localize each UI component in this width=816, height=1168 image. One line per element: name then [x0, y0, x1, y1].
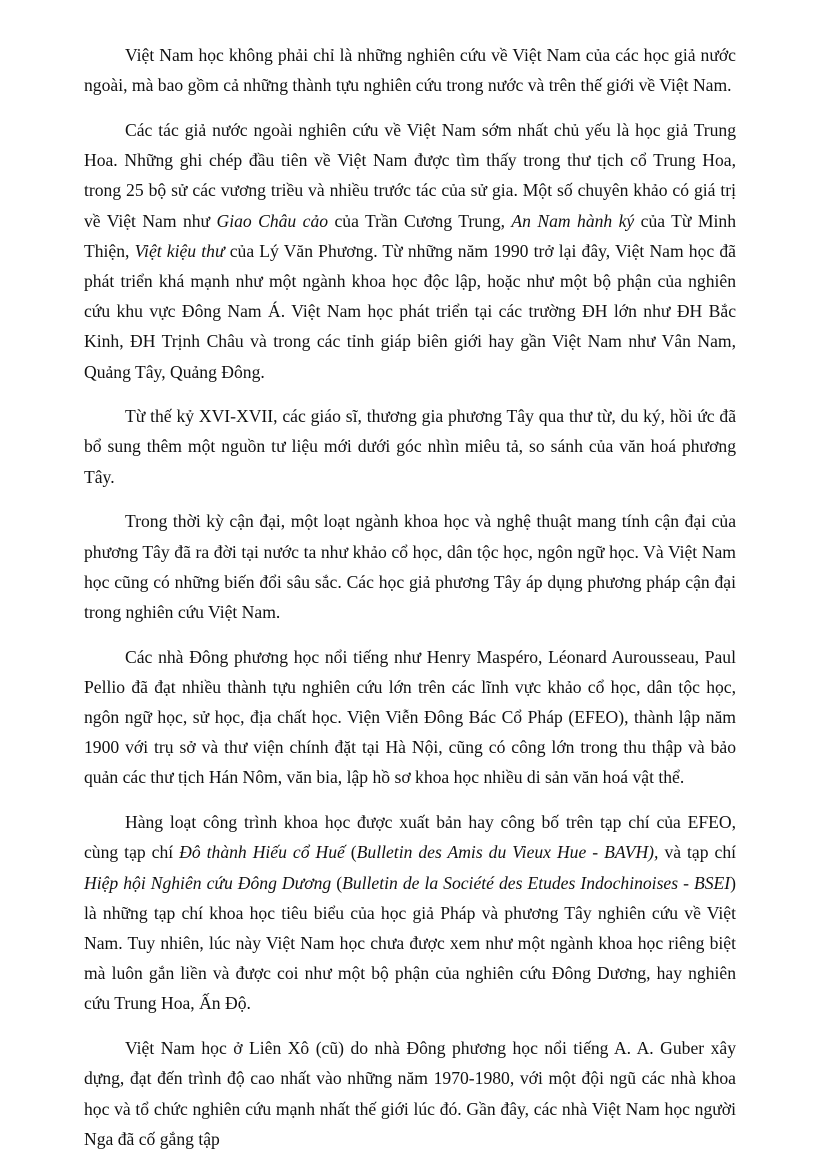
paragraph: [84, 1033, 736, 1154]
text-run: (: [344, 842, 357, 863]
text-run: của Lý Văn Phương. Từ những năm 1990 trở lại đây, Việt Nam học đã phát triển khá mạnh như một ngành khoa học độc lập, hoặc như một bộ phận của nghiên cứu khu vực Đông Nam Á. Việt Nam học phát triển tại các trường ĐH lớn như ĐH Bắc Kinh, ĐH Trịnh Châu và trong các tỉnh giáp biên giới hay gần Việt Nam như Vân Nam, Quảng Tây, Quảng Đông.: [84, 240, 736, 382]
text-run: Việt Nam học ở Liên Xô (cũ) do nhà Đông phương học nổi tiếng A. A. Guber xây dựng, đạt đến trình độ cao nhất vào những năm 1970-1980, với một đội ngũ các nhà khoa học và tổ chức nghiên cứu mạnh nhất thế giới lúc đó. Gần đây, các nhà Việt Nam học người Nga đã cố gắng tập: [84, 1038, 736, 1149]
text-run: Việt Nam học không phải chỉ là những nghiên cứu về Việt Nam của các học giả nước ngoài, mà bao gồm cả những thành tựu nghiên cứu trong nước và trên thế giới về Việt Nam.: [84, 45, 736, 96]
book-title-italic: Việt kiệu thư: [134, 240, 225, 261]
paragraph: [84, 115, 736, 387]
document-page: [84, 40, 736, 1168]
text-run: Các tác giả nước ngoài nghiên cứu về Việt Nam sớm nhất chủ yếu là học giả Trung Hoa. Những ghi chép đầu tiên về Việt Nam được tìm thấy trong thư tịch cổ Trung Hoa, trong 25 bộ sử các vương triều và nhiều trước tác của sử gia. Một số chuyên khảo có giá trị về Việt Nam như: [84, 119, 736, 231]
paragraph: [84, 506, 736, 627]
paragraph: [84, 40, 736, 100]
journal-title-italic: Bulletin de la Société des Etudes Indochinoises - BSEI: [342, 872, 731, 893]
book-title-italic: Giao Châu cảo: [216, 210, 329, 231]
text-run: Trong thời kỳ cận đại, một loạt ngành khoa học và nghệ thuật mang tính cận đại của phương Tây đã ra đời tại nước ta như khảo cổ học, dân tộc học, ngôn ngữ học. Và Việt Nam học cũng có những biến đổi sâu sắc. Các học giả phương Tây áp dụng phương pháp cận đại trong nghiên cứu Việt Nam.: [84, 511, 736, 622]
journal-title-italic: Đô thành Hiếu cổ Huế: [179, 842, 345, 863]
paragraph: [84, 807, 736, 1018]
text-run: (: [331, 872, 343, 893]
text-run: ) là những tạp chí khoa học tiêu biểu của học giả Pháp và phương Tây nghiên cứu về Việt Nam. Tuy nhiên, lúc này Việt Nam học chưa được xem như một ngành khoa học riêng biệt mà luôn gắn liền và được coi như một bộ phận của nghiên cứu Đông Dương, hay nghiên cứu Trung Hoa, Ấn Độ.: [84, 872, 736, 1014]
journal-title-italic: Bulletin des Amis du Vieux Hue - BAVH),: [356, 842, 659, 863]
text-run: của Trần Cương Trung,: [328, 210, 512, 231]
text-run: của Từ Minh Thiện,: [84, 210, 736, 261]
paragraph: [84, 642, 736, 793]
text-run: Hàng loạt công trình khoa học được xuất bản hay công bố trên tạp chí của EFEO, cùng tạp chí: [84, 812, 736, 863]
text-run: Từ thế kỷ XVI-XVII, các giáo sĩ, thương gia phương Tây qua thư từ, du ký, hồi ức đã bổ sung thêm một nguồn tư liệu mới dưới góc nhìn miêu tả, so sánh của văn hoá phương Tây.: [84, 406, 736, 487]
book-title-italic: An Nam hành ký: [511, 210, 635, 231]
journal-title-italic: Hiệp hội Nghiên cứu Đông Dương: [84, 872, 332, 893]
paragraph: [84, 401, 736, 492]
text-run: Các nhà Đông phương học nổi tiếng như Henry Maspéro, Léonard Aurousseau, Paul Pellio đã đạt nhiều thành tựu nghiên cứu lớn trên các lĩnh vực khảo cổ học, dân tộc học, ngôn ngữ học, sử học, địa chất học. Viện Viễn Đông Bác Cổ Pháp (EFEO), thành lập năm 1900 với trụ sở và thư viện chính đặt tại Hà Nội, cũng có công lớn trong thu thập và bảo quản các thư tịch Hán Nôm, văn bia, lập hồ sơ khoa học nhiều di sản văn hoá vật thể.: [84, 646, 736, 788]
text-run: và tạp chí: [658, 842, 737, 863]
